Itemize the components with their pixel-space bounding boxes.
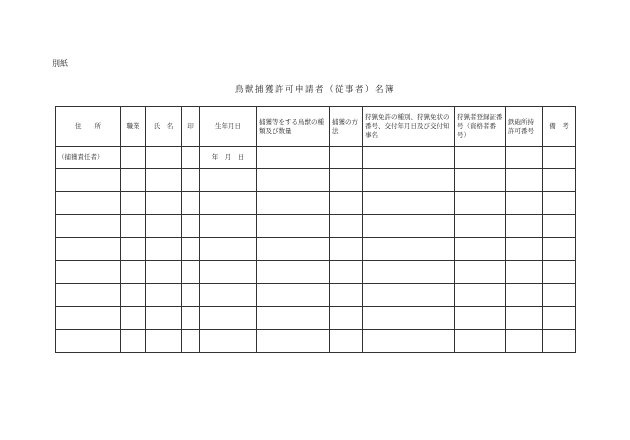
- header-birth-date: 生年月日: [200, 107, 257, 147]
- occupation-cell[interactable]: [121, 284, 146, 307]
- seal-cell[interactable]: [182, 284, 200, 307]
- registration-cell[interactable]: [455, 238, 506, 261]
- table-row: [56, 215, 576, 238]
- remarks-cell[interactable]: [543, 330, 576, 353]
- table-row: [56, 169, 576, 192]
- header-hunting-license: 狩猟免許の種別、狩猟免状の番号、交付年月日及び交付知事名: [363, 107, 455, 147]
- address-cell[interactable]: [56, 261, 121, 284]
- birth-date-cell[interactable]: [200, 169, 257, 192]
- registration-cell[interactable]: [455, 284, 506, 307]
- name-cell[interactable]: [146, 307, 182, 330]
- registration-cell[interactable]: [455, 192, 506, 215]
- document-title: 鳥獣捕獲許可申請者（従事者）名簿: [234, 85, 395, 95]
- remarks-cell[interactable]: [543, 307, 576, 330]
- header-row: [56, 107, 576, 147]
- header-firearm-permit: 鉄砲所持許可番号: [506, 107, 543, 147]
- name-cell[interactable]: [146, 147, 182, 169]
- registration-cell[interactable]: [455, 169, 506, 192]
- method-cell[interactable]: [330, 215, 363, 238]
- address-cell[interactable]: [56, 330, 121, 353]
- license-cell[interactable]: [363, 307, 455, 330]
- firearm-cell[interactable]: [506, 284, 543, 307]
- firearm-cell[interactable]: [506, 192, 543, 215]
- license-cell[interactable]: [363, 330, 455, 353]
- species-cell[interactable]: [257, 307, 330, 330]
- header-hunter-registration: 狩猟者登録証番号（資格者番号）: [455, 107, 506, 147]
- birth-date-cell[interactable]: [200, 238, 257, 261]
- remarks-cell[interactable]: [543, 169, 576, 192]
- species-cell[interactable]: [257, 215, 330, 238]
- method-cell[interactable]: [330, 307, 363, 330]
- header-remarks: 備 考: [543, 107, 576, 147]
- species-cell[interactable]: [257, 169, 330, 192]
- seal-cell[interactable]: [182, 147, 200, 169]
- birth-date-cell[interactable]: [200, 307, 257, 330]
- license-cell[interactable]: [363, 284, 455, 307]
- firearm-cell[interactable]: [506, 147, 543, 169]
- header-species-quantity: 捕獲等をする鳥獣の種類及び数量: [257, 107, 330, 147]
- name-cell[interactable]: [146, 330, 182, 353]
- occupation-cell[interactable]: [121, 147, 146, 169]
- header-occupation: 職業: [121, 107, 146, 147]
- birth-date-cell[interactable]: [200, 284, 257, 307]
- applicant-roster-table: [55, 106, 576, 353]
- species-cell[interactable]: [257, 330, 330, 353]
- method-cell[interactable]: [330, 330, 363, 353]
- registration-cell[interactable]: [455, 261, 506, 284]
- occupation-cell[interactable]: [121, 192, 146, 215]
- occupation-cell[interactable]: [121, 169, 146, 192]
- attachment-label: 別紙: [52, 59, 68, 68]
- method-cell[interactable]: [330, 192, 363, 215]
- firearm-cell[interactable]: [506, 330, 543, 353]
- table-row: [56, 238, 576, 261]
- birth-date-cell[interactable]: [200, 215, 257, 238]
- seal-cell[interactable]: [182, 330, 200, 353]
- header-seal: 印: [182, 107, 200, 147]
- species-cell[interactable]: [257, 238, 330, 261]
- registration-cell[interactable]: [455, 307, 506, 330]
- seal-cell[interactable]: [182, 192, 200, 215]
- firearm-cell[interactable]: [506, 307, 543, 330]
- occupation-cell[interactable]: [121, 238, 146, 261]
- remarks-cell[interactable]: [543, 261, 576, 284]
- species-cell[interactable]: [257, 147, 330, 169]
- birth-date-cell[interactable]: [200, 261, 257, 284]
- table-row: [56, 307, 576, 330]
- address-cell[interactable]: （捕獲責任者）: [56, 147, 121, 169]
- header-name: 氏 名: [146, 107, 182, 147]
- seal-cell[interactable]: [182, 169, 200, 192]
- table-row: [56, 147, 576, 169]
- species-cell[interactable]: [257, 261, 330, 284]
- address-cell[interactable]: [56, 284, 121, 307]
- birth-date-cell[interactable]: 年 月 日: [200, 147, 257, 169]
- name-cell[interactable]: [146, 238, 182, 261]
- name-cell[interactable]: [146, 215, 182, 238]
- name-cell[interactable]: [146, 261, 182, 284]
- table-row: [56, 284, 576, 307]
- birth-date-cell[interactable]: [200, 330, 257, 353]
- seal-cell[interactable]: [182, 238, 200, 261]
- address-cell[interactable]: [56, 192, 121, 215]
- remarks-cell[interactable]: [543, 284, 576, 307]
- address-cell[interactable]: [56, 169, 121, 192]
- license-cell[interactable]: [363, 169, 455, 192]
- species-cell[interactable]: [257, 284, 330, 307]
- occupation-cell[interactable]: [121, 261, 146, 284]
- header-capture-method: 捕獲の方 法: [330, 107, 363, 147]
- firearm-cell[interactable]: [506, 238, 543, 261]
- seal-cell[interactable]: [182, 261, 200, 284]
- registration-cell[interactable]: [455, 215, 506, 238]
- registration-cell[interactable]: [455, 147, 506, 169]
- address-cell[interactable]: [56, 307, 121, 330]
- address-cell[interactable]: [56, 238, 121, 261]
- firearm-cell[interactable]: [506, 261, 543, 284]
- remarks-cell[interactable]: [543, 147, 576, 169]
- method-cell[interactable]: [330, 238, 363, 261]
- name-cell[interactable]: [146, 192, 182, 215]
- name-cell[interactable]: [146, 284, 182, 307]
- method-cell[interactable]: [330, 169, 363, 192]
- firearm-cell[interactable]: [506, 169, 543, 192]
- occupation-cell[interactable]: [121, 307, 146, 330]
- name-cell[interactable]: [146, 169, 182, 192]
- address-cell[interactable]: [56, 215, 121, 238]
- license-cell[interactable]: [363, 215, 455, 238]
- registration-cell[interactable]: [455, 330, 506, 353]
- table-row: [56, 261, 576, 284]
- seal-cell[interactable]: [182, 215, 200, 238]
- method-cell[interactable]: [330, 284, 363, 307]
- occupation-cell[interactable]: [121, 330, 146, 353]
- license-cell[interactable]: [363, 147, 455, 169]
- license-cell[interactable]: [363, 238, 455, 261]
- table-row: [56, 192, 576, 215]
- license-cell[interactable]: [363, 261, 455, 284]
- species-cell[interactable]: [257, 192, 330, 215]
- table-row: [56, 330, 576, 353]
- roster-body: [56, 147, 576, 353]
- birth-date-cell[interactable]: [200, 192, 257, 215]
- occupation-cell[interactable]: [121, 215, 146, 238]
- method-cell[interactable]: [330, 147, 363, 169]
- firearm-cell[interactable]: [506, 215, 543, 238]
- header-address: 住 所: [56, 107, 121, 147]
- seal-cell[interactable]: [182, 307, 200, 330]
- remarks-cell[interactable]: [543, 238, 576, 261]
- remarks-cell[interactable]: [543, 192, 576, 215]
- remarks-cell[interactable]: [543, 215, 576, 238]
- method-cell[interactable]: [330, 261, 363, 284]
- license-cell[interactable]: [363, 192, 455, 215]
